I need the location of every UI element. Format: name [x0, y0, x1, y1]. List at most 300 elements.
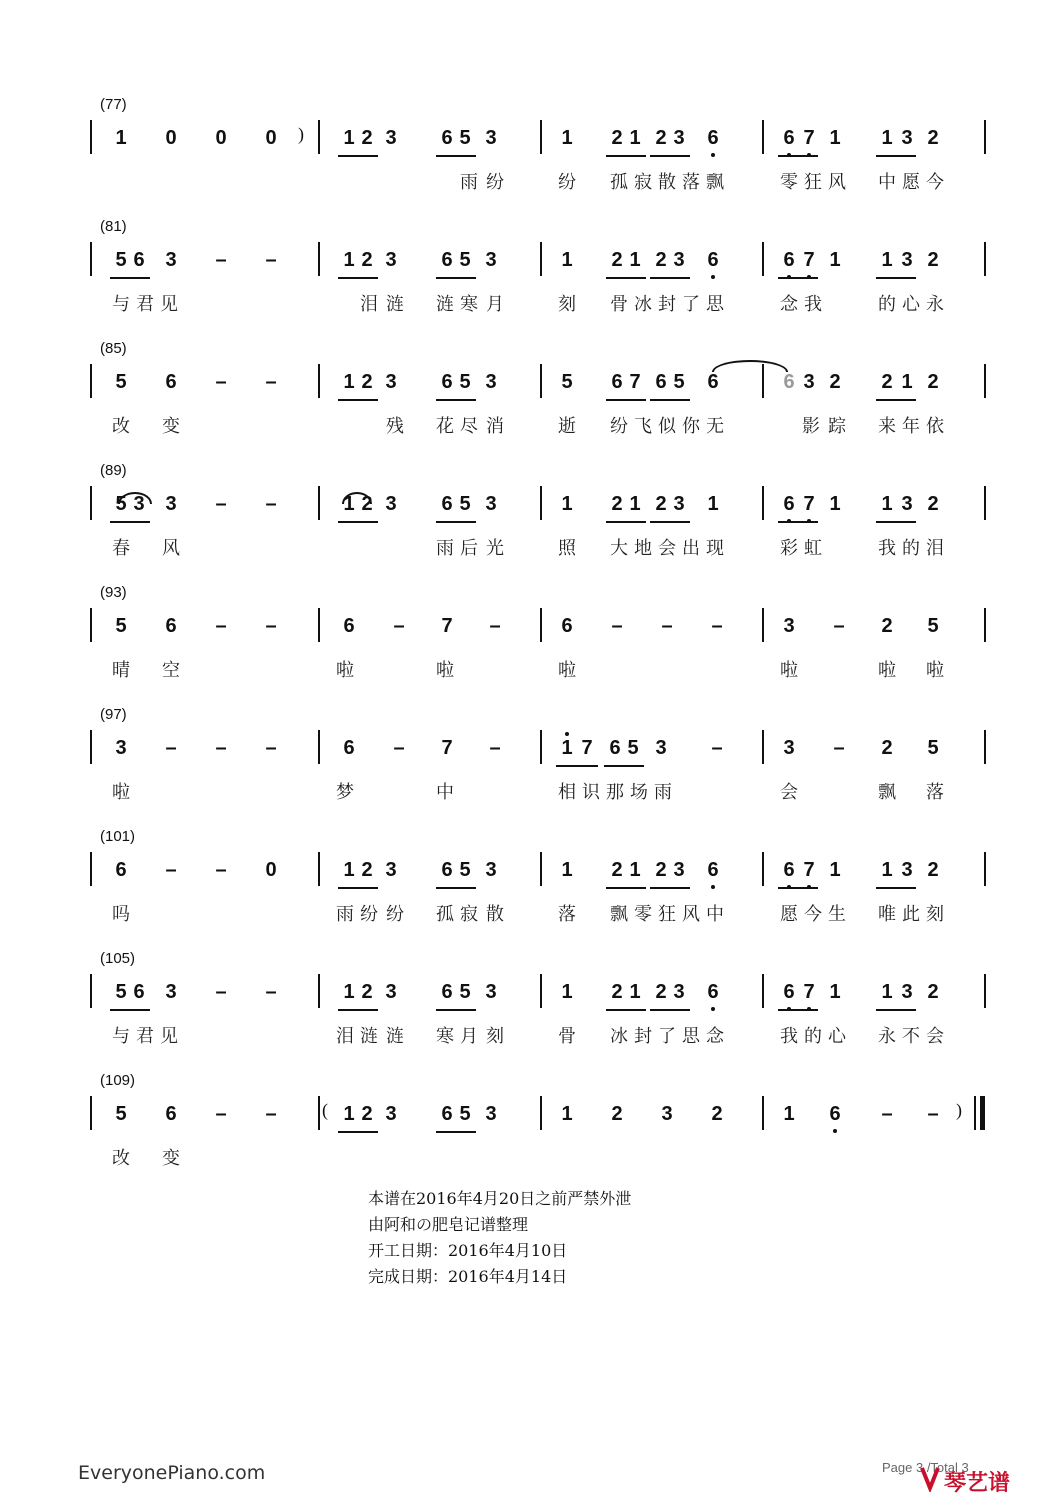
- note: 1: [829, 127, 841, 149]
- lyric-char: 识: [582, 782, 600, 803]
- lyric-char: 照: [558, 538, 576, 559]
- note: 3: [673, 249, 685, 271]
- barline: [90, 1096, 92, 1130]
- beam-underline: [876, 399, 916, 401]
- barline: [90, 364, 92, 398]
- note: 6: [343, 615, 355, 637]
- note: 2: [927, 371, 939, 393]
- lyric-char: 场: [630, 782, 648, 803]
- lyric-char: 了: [658, 1026, 676, 1047]
- beam-underline: [650, 155, 690, 157]
- lyric-char: 光: [486, 538, 504, 559]
- note: 2: [611, 493, 623, 515]
- beam-underline: [606, 399, 646, 401]
- lyric-char: 纷: [610, 416, 628, 437]
- note: –: [265, 371, 277, 393]
- score-row: [0, 340, 1064, 450]
- lyric-char: 梦: [336, 782, 354, 803]
- lyric-char: 寂: [460, 904, 478, 925]
- octave-dot: [711, 275, 715, 279]
- note: 5: [115, 615, 127, 637]
- lyric-char: 后: [460, 538, 478, 559]
- lyric-char: 春: [112, 538, 130, 559]
- lyric-char: 刻: [558, 294, 576, 315]
- note: 6: [609, 737, 621, 759]
- note: 1: [829, 859, 841, 881]
- note: 6: [778, 126, 800, 150]
- note: 2: [655, 249, 667, 271]
- note: –: [489, 615, 501, 637]
- lyric-char: 封: [634, 1026, 652, 1047]
- barline: [762, 242, 764, 276]
- lyric-char: 大: [610, 538, 628, 559]
- note: 3: [655, 737, 667, 759]
- note: 3: [661, 1103, 673, 1125]
- note: 2: [361, 859, 373, 881]
- measure-number: (105): [100, 950, 136, 967]
- lyric-char: 虹: [804, 538, 822, 559]
- barline: [318, 608, 320, 642]
- lyric-char: 中: [878, 172, 896, 193]
- beam-underline: [606, 1009, 646, 1011]
- note: 5: [561, 371, 573, 393]
- lyric-char: 残: [386, 416, 404, 437]
- note: 1: [561, 1103, 573, 1125]
- note: 3: [901, 859, 913, 881]
- note: 6: [702, 980, 724, 1004]
- lyric-char: 纷: [360, 904, 378, 925]
- lyric-char: 今: [926, 172, 944, 193]
- lyric-char: 心: [902, 294, 920, 315]
- beam-underline: [606, 521, 646, 523]
- note: 1: [556, 736, 578, 760]
- beam-underline: [778, 1009, 818, 1011]
- barline: [762, 120, 764, 154]
- note: 3: [783, 615, 795, 637]
- note: 3: [115, 737, 127, 759]
- note: 2: [655, 859, 667, 881]
- note: 6: [655, 371, 667, 393]
- note: –: [661, 615, 673, 637]
- lyric-char: 影: [802, 416, 820, 437]
- note: 7: [798, 858, 820, 882]
- note: 3: [485, 249, 497, 271]
- note: 3: [485, 981, 497, 1003]
- note: –: [265, 737, 277, 759]
- note: 6: [778, 492, 800, 516]
- note: 5: [115, 1103, 127, 1125]
- lyric-char: 啦: [336, 660, 354, 681]
- barline: [90, 608, 92, 642]
- lyric-char: 永: [878, 1026, 896, 1047]
- note: 5: [115, 493, 127, 515]
- note: 7: [629, 371, 641, 393]
- beam-underline: [436, 1131, 476, 1133]
- note: –: [489, 737, 501, 759]
- note: 3: [385, 981, 397, 1003]
- note: 6: [561, 615, 573, 637]
- logo-icon: [918, 1464, 942, 1492]
- beam-underline: [650, 521, 690, 523]
- note: –: [393, 615, 405, 637]
- beam-underline: [436, 399, 476, 401]
- site-footer[interactable]: EveryonePiano.com: [78, 1462, 266, 1484]
- barline: [984, 974, 986, 1008]
- lyric-char: 见: [160, 294, 178, 315]
- beam-underline: [436, 1009, 476, 1011]
- note: –: [927, 1103, 939, 1125]
- barline: [90, 852, 92, 886]
- measure-number: (101): [100, 828, 136, 845]
- note: 1: [829, 249, 841, 271]
- note: –: [265, 493, 277, 515]
- note: 1: [829, 981, 841, 1003]
- barline: [984, 486, 986, 520]
- note: 1: [629, 981, 641, 1003]
- octave-dot: [711, 1007, 715, 1011]
- note: 6: [441, 127, 453, 149]
- info-line-3: 开工日期：2016年4月10日: [368, 1241, 568, 1260]
- score-row: [0, 1072, 1064, 1182]
- note: 2: [655, 981, 667, 1003]
- lyric-char: 变: [162, 416, 180, 437]
- beam-underline: [650, 887, 690, 889]
- note: –: [215, 249, 227, 271]
- barline: [762, 486, 764, 520]
- beam-underline: [650, 399, 690, 401]
- lyric-char: 飘: [610, 904, 628, 925]
- lyric-char: 冰: [634, 294, 652, 315]
- barline: [540, 120, 542, 154]
- lyric-char: 涟: [386, 294, 404, 315]
- barline: [762, 1096, 764, 1130]
- beam-underline: [650, 1009, 690, 1011]
- note: 6: [441, 249, 453, 271]
- barline: [540, 1096, 542, 1130]
- beam-underline: [338, 155, 378, 157]
- lyric-char: 啦: [780, 660, 798, 681]
- note: 1: [343, 127, 355, 149]
- octave-dot: [565, 732, 569, 736]
- lyric-char: 彩: [780, 538, 798, 559]
- beam-underline: [876, 1009, 916, 1011]
- measure-number: (109): [100, 1072, 136, 1089]
- measure-number: (85): [100, 340, 127, 357]
- barline: [974, 1096, 976, 1130]
- note: 2: [361, 981, 373, 1003]
- note: 6: [165, 371, 177, 393]
- lyric-char: 不: [902, 1026, 920, 1047]
- barline: [984, 608, 986, 642]
- note: 2: [711, 1103, 723, 1125]
- lyric-char: 改: [112, 1148, 130, 1169]
- lyric-char: 啦: [112, 782, 130, 803]
- lyric-char: 地: [634, 538, 652, 559]
- lyric-char: 泪: [360, 294, 378, 315]
- note: 2: [881, 615, 893, 637]
- lyric-char: 孤: [436, 904, 454, 925]
- note: 2: [927, 127, 939, 149]
- note: 3: [385, 249, 397, 271]
- note: 2: [927, 981, 939, 1003]
- lyric-char: 逝: [558, 416, 576, 437]
- measure-number: (93): [100, 584, 127, 601]
- lyric-char: 风: [828, 172, 846, 193]
- barline: [762, 730, 764, 764]
- lyric-char: 的: [902, 538, 920, 559]
- lyric-char: 啦: [926, 660, 944, 681]
- note: 6: [133, 981, 145, 1003]
- note: 1: [901, 371, 913, 393]
- lyric-char: 晴: [112, 660, 130, 681]
- note: 6: [783, 371, 795, 393]
- barline: [984, 364, 986, 398]
- note: 3: [485, 859, 497, 881]
- note: 2: [655, 493, 667, 515]
- note: 7: [798, 980, 820, 1004]
- lyric-char: 依: [926, 416, 944, 437]
- note: 1: [343, 1103, 355, 1125]
- lyric-char: 会: [926, 1026, 944, 1047]
- final-barline: [980, 1096, 985, 1130]
- note: 6: [115, 859, 127, 881]
- note: 1: [881, 127, 893, 149]
- barline: [540, 852, 542, 886]
- note: –: [165, 859, 177, 881]
- note: 2: [655, 127, 667, 149]
- lyric-char: 无: [706, 416, 724, 437]
- note: 0: [165, 127, 177, 149]
- measure-number: (97): [100, 706, 127, 723]
- note: 6: [778, 980, 800, 1004]
- note: 2: [361, 249, 373, 271]
- beam-underline: [876, 277, 916, 279]
- note: 3: [485, 371, 497, 393]
- note: –: [265, 981, 277, 1003]
- note: 6: [165, 615, 177, 637]
- lyric-char: 那: [606, 782, 624, 803]
- beam-underline: [110, 521, 150, 523]
- note: 1: [343, 249, 355, 271]
- lyric-char: 封: [658, 294, 676, 315]
- barline: [90, 120, 92, 154]
- lyric-char: 泪: [336, 1026, 354, 1047]
- note: 1: [561, 127, 573, 149]
- note: 1: [707, 493, 719, 515]
- site-logo[interactable]: 琴艺谱: [944, 1471, 1011, 1496]
- lyric-char: 啦: [878, 660, 896, 681]
- note: 7: [798, 492, 820, 516]
- barline: [540, 242, 542, 276]
- note: 5: [459, 127, 471, 149]
- lyric-char: 飞: [634, 416, 652, 437]
- note: 1: [629, 249, 641, 271]
- beam-underline: [338, 277, 378, 279]
- octave-dot: [711, 885, 715, 889]
- beam-underline: [436, 277, 476, 279]
- note: 5: [459, 981, 471, 1003]
- lyric-char: 纷: [558, 172, 576, 193]
- score-row: [0, 462, 1064, 572]
- note: 3: [901, 493, 913, 515]
- note: 5: [627, 737, 639, 759]
- note: –: [215, 371, 227, 393]
- lyric-char: 消: [486, 416, 504, 437]
- barline: [90, 486, 92, 520]
- lyric-char: 泪: [926, 538, 944, 559]
- note: 3: [485, 493, 497, 515]
- note: 3: [385, 1103, 397, 1125]
- beam-underline: [338, 1131, 378, 1133]
- lyric-char: 散: [658, 172, 676, 193]
- note: 1: [561, 493, 573, 515]
- lyric-char: 见: [160, 1026, 178, 1047]
- note: 1: [561, 981, 573, 1003]
- lyric-char: 出: [682, 538, 700, 559]
- note: 5: [927, 615, 939, 637]
- note: 1: [629, 127, 641, 149]
- note: 6: [778, 248, 800, 272]
- note: 6: [343, 737, 355, 759]
- lyric-char: 纷: [386, 904, 404, 925]
- lyric-char: 会: [658, 538, 676, 559]
- parenthesis: ): [298, 124, 304, 144]
- lyric-char: 狂: [658, 904, 676, 925]
- note: –: [711, 615, 723, 637]
- lyric-char: 的: [804, 1026, 822, 1047]
- barline: [762, 608, 764, 642]
- score-row: [0, 828, 1064, 938]
- beam-underline: [778, 277, 818, 279]
- lyric-char: 狂: [804, 172, 822, 193]
- note: 6: [824, 1102, 846, 1126]
- barline: [90, 242, 92, 276]
- note: 5: [459, 249, 471, 271]
- beam-underline: [436, 887, 476, 889]
- note: 6: [707, 371, 719, 393]
- barline: [984, 730, 986, 764]
- note: 5: [459, 1103, 471, 1125]
- lyric-char: 涟: [436, 294, 454, 315]
- lyric-char: 今: [804, 904, 822, 925]
- lyric-char: 寒: [460, 294, 478, 315]
- note: 1: [343, 859, 355, 881]
- note: 5: [459, 859, 471, 881]
- lyric-char: 唯: [878, 904, 896, 925]
- lyric-char: 孤: [610, 172, 628, 193]
- barline: [318, 974, 320, 1008]
- barline: [318, 852, 320, 886]
- note: 2: [927, 493, 939, 515]
- lyric-char: 变: [162, 1148, 180, 1169]
- lyric-char: 了: [682, 294, 700, 315]
- note: –: [215, 737, 227, 759]
- note: 2: [361, 127, 373, 149]
- beam-underline: [110, 1009, 150, 1011]
- note: 3: [385, 371, 397, 393]
- note: 0: [265, 859, 277, 881]
- note: 6: [441, 1103, 453, 1125]
- note: 6: [702, 248, 724, 272]
- lyric-char: 念: [780, 294, 798, 315]
- note: 6: [441, 493, 453, 515]
- beam-underline: [436, 155, 476, 157]
- barline: [984, 852, 986, 886]
- note: 2: [611, 127, 623, 149]
- measure-number: (81): [100, 218, 127, 235]
- lyric-char: 愿: [902, 172, 920, 193]
- score-row: [0, 706, 1064, 816]
- note: 3: [673, 127, 685, 149]
- beam-underline: [876, 155, 916, 157]
- note: 3: [385, 493, 397, 515]
- note: 3: [385, 127, 397, 149]
- octave-dot: [833, 1129, 837, 1133]
- note: 2: [361, 371, 373, 393]
- lyric-char: 刻: [926, 904, 944, 925]
- barline: [540, 730, 542, 764]
- note: –: [265, 1103, 277, 1125]
- note: 0: [265, 127, 277, 149]
- lyric-char: 心: [828, 1026, 846, 1047]
- beam-underline: [338, 887, 378, 889]
- barline: [762, 852, 764, 886]
- note: 6: [441, 371, 453, 393]
- note: 1: [629, 493, 641, 515]
- note: 6: [611, 371, 623, 393]
- beam-underline: [604, 765, 644, 767]
- barline: [984, 242, 986, 276]
- note: 3: [901, 981, 913, 1003]
- note: 1: [881, 859, 893, 881]
- lyric-char: 冰: [610, 1026, 628, 1047]
- beam-underline: [338, 1009, 378, 1011]
- note: 1: [561, 859, 573, 881]
- note: 1: [343, 371, 355, 393]
- lyric-char: 零: [634, 904, 652, 925]
- lyric-char: 此: [902, 904, 920, 925]
- note: –: [215, 859, 227, 881]
- beam-underline: [110, 277, 150, 279]
- note: 5: [115, 249, 127, 271]
- lyric-char: 我: [878, 538, 896, 559]
- note: –: [265, 615, 277, 637]
- beam-underline: [556, 765, 598, 767]
- note: 1: [561, 249, 573, 271]
- lyric-char: 君: [136, 1026, 154, 1047]
- note: 3: [385, 859, 397, 881]
- note: 6: [778, 858, 800, 882]
- score-row: [0, 950, 1064, 1060]
- barline: [318, 120, 320, 154]
- beam-underline: [606, 277, 646, 279]
- note: 1: [115, 127, 127, 149]
- lyric-char: 散: [486, 904, 504, 925]
- note: 1: [343, 981, 355, 1003]
- note: 2: [927, 249, 939, 271]
- page-number: Page 3 /Total 3: [882, 1460, 969, 1475]
- score-row: [0, 218, 1064, 328]
- note: 3: [673, 859, 685, 881]
- parenthesis: ): [956, 1100, 962, 1120]
- note: –: [215, 1103, 227, 1125]
- lyric-char: 现: [706, 538, 724, 559]
- lyric-char: 愿: [780, 904, 798, 925]
- lyric-char: 风: [162, 538, 180, 559]
- lyric-char: 纷: [486, 172, 504, 193]
- note: 5: [927, 737, 939, 759]
- measure-number: (89): [100, 462, 127, 479]
